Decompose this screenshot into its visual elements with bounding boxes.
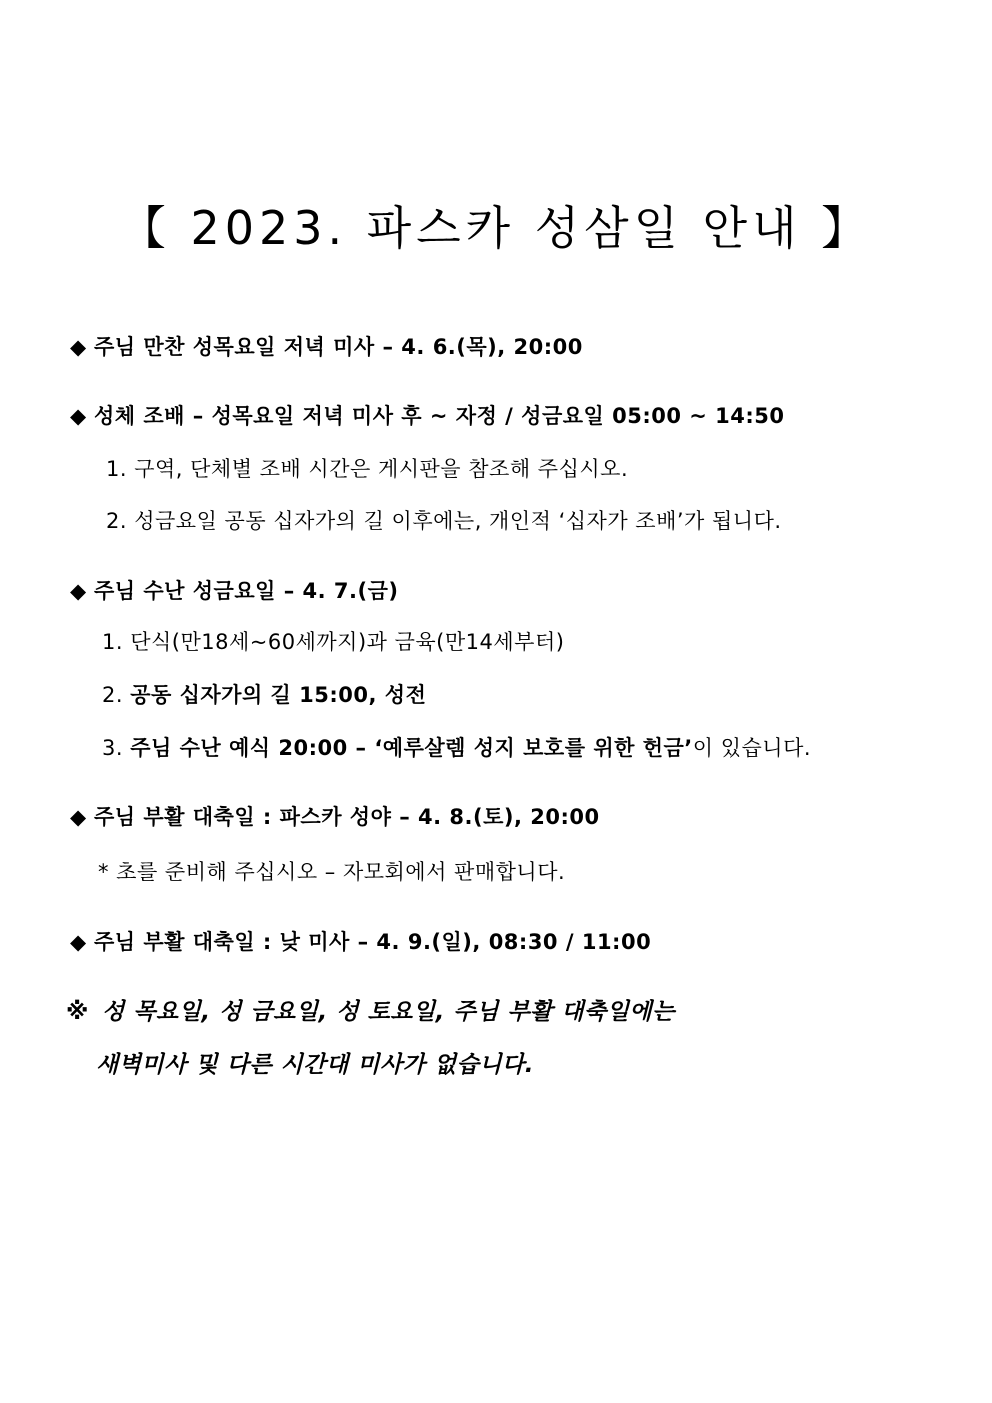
heading-text: 성체 조배 – 성목요일 저녁 미사 후 ~ 자정 / 성금요일 05:00 ~ 14:50 (94, 404, 785, 428)
list-item: 1. 구역, 단체별 조배 시간은 게시판을 참조해 주십시오. (106, 457, 629, 481)
notice-line-2: 새벽미사 및 다른 시간대 미사가 없습니다. (96, 1052, 534, 1078)
candle-note: * 초를 준비해 주십시오 – 자모회에서 판매합니다. (98, 860, 566, 884)
notice-line-1 (66, 1001, 675, 1024)
item-bold-text: 공동 십자가의 길 15:00, 성전 (130, 683, 427, 707)
list-item: 2. 성금요일 공동 십자가의 길 이후에는, 개인적 ‘십자가 조배’가 됩니다. (106, 509, 782, 533)
heading-text: 주님 만찬 성목요일 저녁 미사 – 4. 6.(목), 20:00 (94, 335, 583, 359)
diamond-bullet-icon: ◆ (70, 805, 87, 829)
notice-text: 성 목요일, 성 금요일, 성 토요일, 주님 부활 대축일에는 (102, 999, 675, 1025)
section-heading-easter-day (70, 932, 651, 953)
section-heading-good-friday (70, 581, 399, 602)
diamond-bullet-icon: ◆ (70, 335, 87, 359)
diamond-bullet-icon: ◆ (70, 579, 87, 603)
list-item (102, 738, 811, 759)
section-heading-adoration (70, 406, 785, 427)
item-bold-text: 주님 수난 예식 20:00 – ‘예루살렘 성지 보호를 위한 헌금’ (130, 736, 693, 760)
list-item: 1. 단식(만18세~60세까지)과 금육(만14세부터) (102, 630, 565, 654)
item-number: 3. (102, 736, 131, 760)
reference-mark-icon: ※ (66, 999, 89, 1025)
diamond-bullet-icon: ◆ (70, 404, 87, 428)
item-text: 이 있습니다. (692, 736, 812, 760)
section-heading-holy-thursday (70, 337, 583, 358)
heading-text: 주님 부활 대축일 : 낮 미사 – 4. 9.(일), 08:30 / 11:00 (94, 930, 652, 954)
heading-text: 주님 부활 대축일 : 파스카 성야 – 4. 8.(토), 20:00 (94, 805, 600, 829)
page-title: 【 2023. 파스카 성삼일 안내 】 (119, 201, 873, 255)
section-heading-easter-vigil (70, 807, 600, 828)
heading-text: 주님 수난 성금요일 – 4. 7.(금) (94, 579, 399, 603)
list-item (102, 685, 426, 706)
diamond-bullet-icon: ◆ (70, 930, 87, 954)
item-number: 2. (102, 683, 131, 707)
